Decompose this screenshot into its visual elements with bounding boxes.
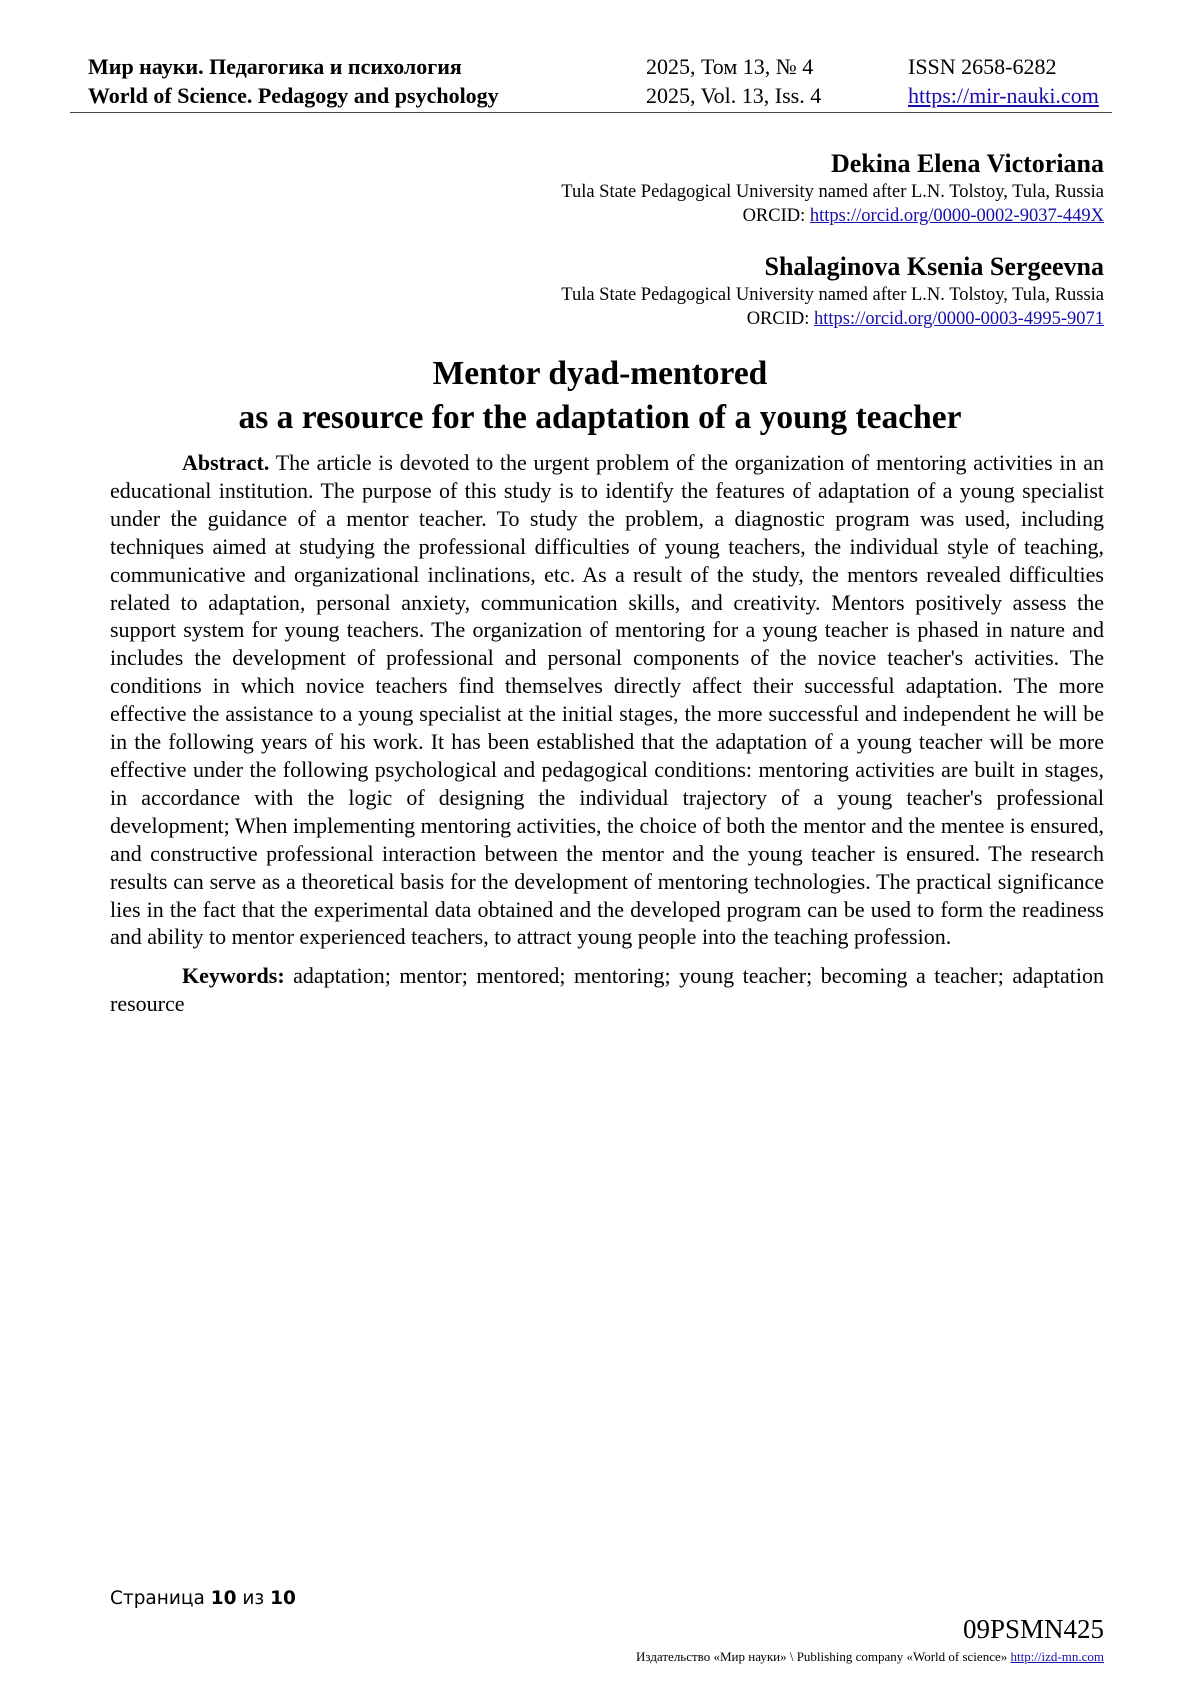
page-prefix: Страница — [110, 1588, 211, 1609]
journal-name-en: World of Science. Pedagogy and psychology — [88, 83, 499, 108]
issue-column — [646, 52, 821, 110]
keywords-paragraph — [110, 962, 1104, 1018]
abstract-label: Abstract. — [182, 450, 270, 475]
author-affiliation: Tula State Pedagogical University named after L.N. Tolstoy, Tula, Russia — [561, 182, 1104, 202]
title-line-2: as a resource for the adaptation of a young teacher — [238, 399, 962, 436]
abstract-section — [110, 449, 1104, 1018]
issue-ru: 2025, Том 13, № 4 — [646, 54, 814, 79]
author-block — [561, 251, 1104, 331]
orcid-label: ORCID: — [746, 309, 815, 329]
author-name: Shalaginova Ksenia Sergeevna — [764, 252, 1104, 281]
page-current: 10 — [210, 1588, 237, 1609]
issn-column — [908, 52, 1099, 110]
page-total: 10 — [270, 1588, 296, 1609]
article-title — [0, 352, 1200, 440]
publisher-link[interactable]: http://izd-mn.com — [1010, 1649, 1104, 1664]
author-affiliation: Tula State Pedagogical University named after L.N. Tolstoy, Tula, Russia — [561, 285, 1104, 305]
abstract-paragraph — [110, 449, 1104, 951]
author-orcid — [561, 204, 1104, 228]
title-line-1: Mentor dyad-mentored — [432, 355, 768, 392]
page-separator: из — [236, 1588, 271, 1609]
issue-en: 2025, Vol. 13, Iss. 4 — [646, 83, 822, 108]
abstract-text: The article is devoted to the urgent problem of the organization of mentoring activities in an educational institution. The purpose of this study is to identify the features of adaptation of a young specialist under the guidance of a mentor teacher. To study the problem, a diagnostic program was used, including techniques aimed at studying the professional difficulties of young teachers, the individual style of teaching, communicative and organizational inclinations, etc. As a result of the study, the mentors revealed difficulties related to adaptation, personal anxiety, communication skills, and creativity. Mentors positively assess the support system for young teachers. The organization of mentoring for a young teacher is phased in nature and includes the development of professional and personal components of the novice teacher's activities. The conditions in which novice teachers find themselves directly affect their successful adaptation. The more effective the assistance to a young specialist at the initial stages, the more successful and independent he will be in the following years of his work. It has been established that the adaptation of a young teacher will be more effective under the following psychological and pedagogical conditions: mentoring activities are built in stages, in accordance with the logic of designing the individual trajectory of a young teacher's professional development; When implementing mentoring activities, the choice of both the mentor and the mentee is ensured, and constructive professional interaction between the mentor and the young teacher is ensured. The research results can serve as a theoretical basis for the development of mentoring technologies. The practical significance lies in the fact that the experimental data obtained and the developed program can be used to form the readiness and ability to mentor experienced teachers, to attract young people into the teaching profession. — [110, 450, 1104, 950]
publisher-line — [636, 1649, 1104, 1665]
issn: ISSN 2658-6282 — [908, 54, 1057, 79]
orcid-label: ORCID: — [742, 206, 810, 226]
author-block — [561, 148, 1104, 228]
journal-name-ru: Мир науки. Педагогика и психология — [88, 54, 462, 79]
orcid-link[interactable]: https://orcid.org/0000-0002-9037-449X — [809, 206, 1104, 226]
page-counter — [110, 1588, 296, 1609]
author-name: Dekina Elena Victoriana — [830, 149, 1104, 178]
keywords-text: adaptation; mentor; mentored; mentoring; young teacher; becoming a teacher; adaptation resource — [110, 963, 1104, 1017]
journal-name-column — [88, 52, 499, 110]
author-orcid — [561, 307, 1104, 331]
orcid-link[interactable]: https://orcid.org/0000-0003-4995-9071 — [814, 309, 1104, 329]
journal-site-link[interactable]: https://mir-nauki.com — [908, 83, 1099, 108]
publisher-text: Издательство «Мир науки» \ Publishing company «World of science» — [636, 1649, 1011, 1664]
keywords-label: Keywords: — [182, 963, 285, 989]
journal-header — [70, 52, 1112, 113]
article-code: 09PSMN425 — [962, 1614, 1104, 1644]
